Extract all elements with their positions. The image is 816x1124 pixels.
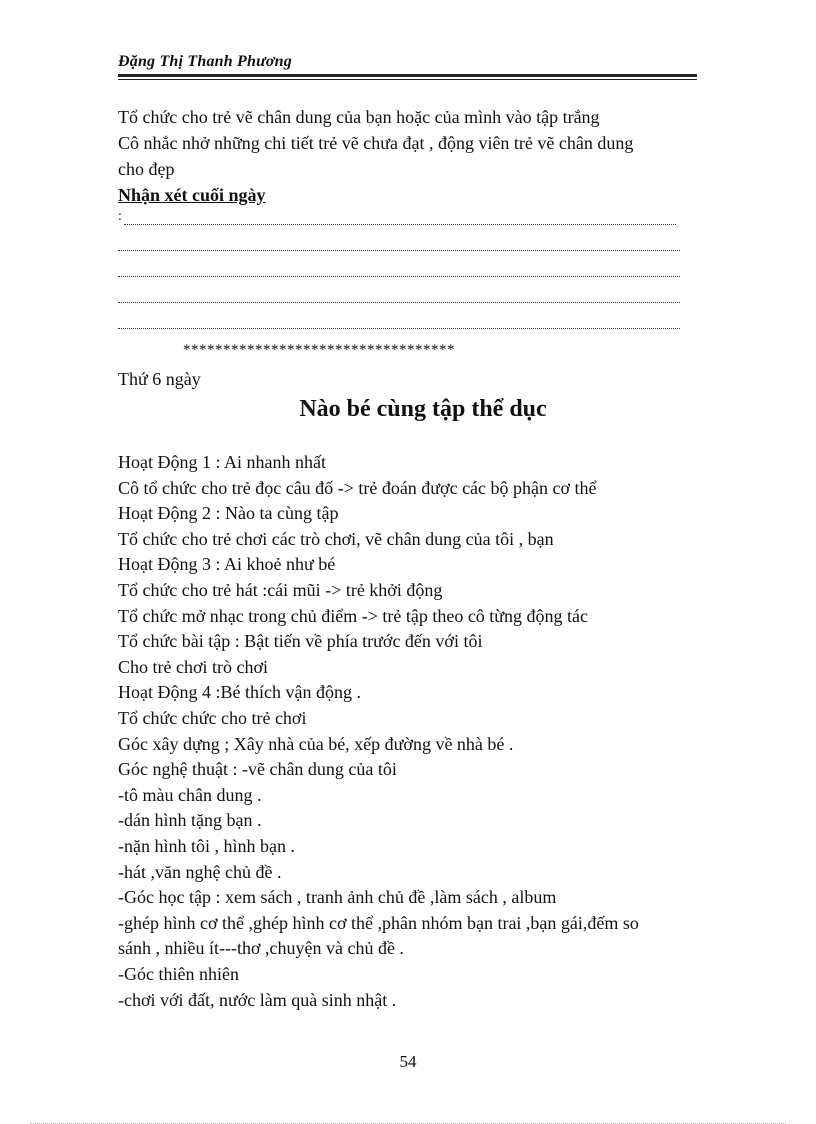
dotted-line [118,274,680,277]
header-rule [118,79,697,80]
body-line: -dán hình tặng bạn . [118,810,262,831]
day-label: Thứ 6 ngày [118,369,201,389]
body-line: sánh , nhiều ít---thơ ,chuyện và chủ đề . [118,938,404,959]
body-line: Tổ chức mở nhạc trong chủ điểm -> trẻ tập theo cô từng động tác [118,605,589,626]
remarks-heading: Nhận xét cuối ngày [118,185,266,205]
remarks-colon: : [118,209,122,224]
body-line: Góc nghệ thuật : -vẽ chân dung của tôi [118,759,397,780]
page-title: Nào bé cùng tập thể dục [299,396,547,422]
body-line: -tô màu chân dung . [118,784,262,805]
page-number: 54 [399,1052,417,1071]
body-line: Hoạt Động 3 : Ai khoẻ như bé [118,554,336,575]
body-line: Cô tổ chức cho trẻ đọc câu đố -> trẻ đoán được các bộ phận cơ thể [118,477,597,498]
body-line: Tổ chức cho trẻ chơi các trò chơi, vẽ chân dung của tôi , bạn [118,528,554,549]
body-line: Tổ chức cho trẻ hát :cái mũi -> trẻ khởi động [118,580,443,600]
body-line: -nặn hình tôi , hình bạn . [118,836,295,856]
body-line: -Góc thiên nhiên [118,964,239,984]
header-author: Đặng Thị Thanh Phương [118,53,292,70]
body-line: Góc xây dựng ; Xây nhà của bé, xếp đường về nhà bé . [118,733,514,754]
body-line: Hoạt Động 4 :Bé thích vận động . [118,682,361,703]
body-line: Hoạt Động 2 : Nào ta cùng tập [118,503,339,524]
body-line: -Góc học tập : xem sách , tranh ảnh chủ đề ,làm sách , album [118,887,557,908]
body-line: -hát ,văn nghệ chủ đề . [118,861,282,882]
intro-line: Cô nhắc nhở những chi tiết trẻ vẽ chưa đạt , động viên trẻ vẽ chân dung [118,133,634,153]
body-line: -ghép hình cơ thể ,ghép hình cơ thể ,phân nhóm bạn trai ,bạn gái,đếm so [118,912,639,933]
header-rule [118,74,697,77]
intro-line: cho đẹp [118,159,175,179]
body-line: Tổ chức chức cho trẻ chơi [118,708,307,728]
body-line: -chơi với đất, nước làm quà sinh nhật . [118,989,397,1010]
body-line: Cho trẻ chơi trò chơi [118,656,269,677]
dotted-line [118,248,680,251]
dotted-line [118,300,680,303]
separator-stars: ********************************** [183,342,455,358]
dotted-line [124,222,676,225]
body-line: Hoạt Động 1 : Ai nhanh nhất [118,452,326,472]
dotted-line [118,326,680,329]
intro-line: Tổ chức cho trẻ vẽ chân dung của bạn hoặc của mình vào tập trắng [118,107,600,127]
body-line: Tổ chức bài tập : Bật tiến về phía trước đến với tôi [118,631,483,652]
